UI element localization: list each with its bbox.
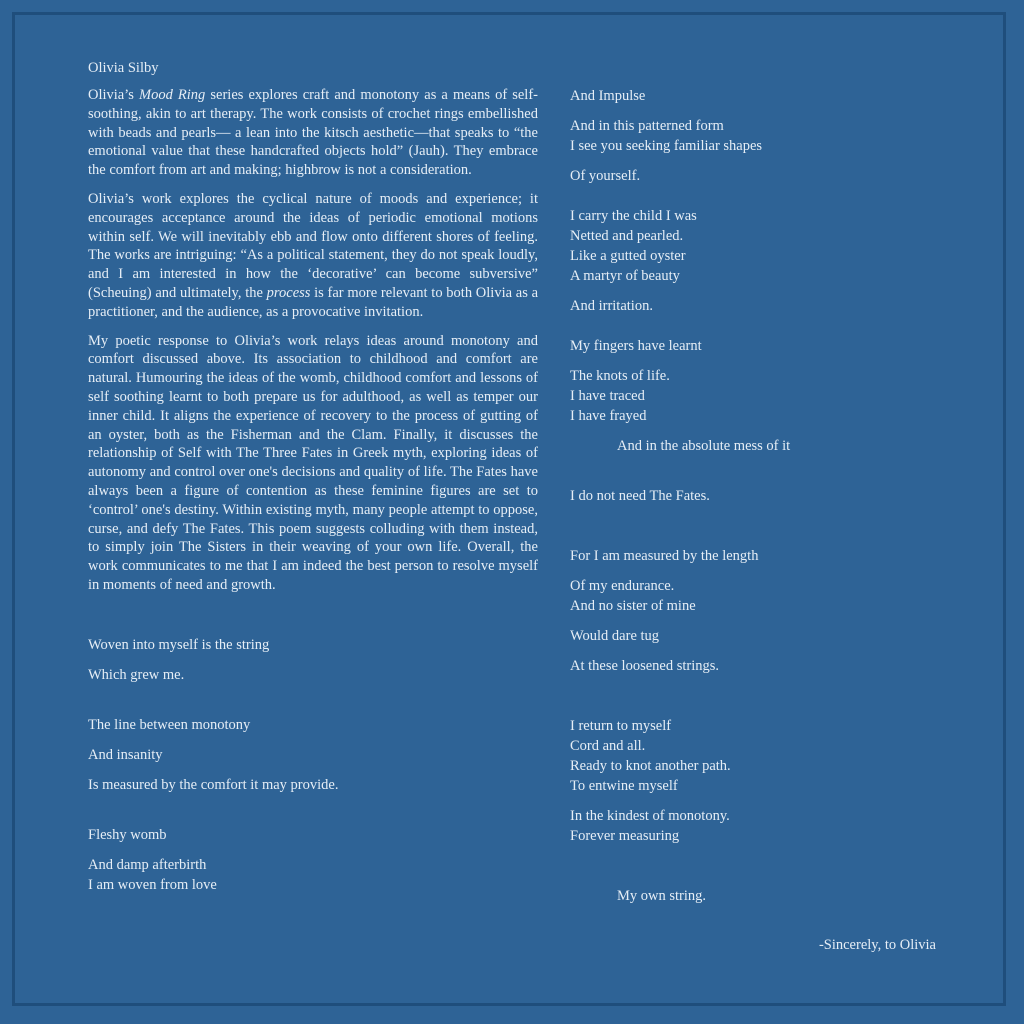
essay-text: Olivia’s work explores the cyclical nature of moods and experience; it encourages acceptance around the ideas of periodic emotional motions within self. We will inevitably ebb and flow onto different shores of feeling. The works are intriguing: “As a political statement, they do not speak loudly, and I am interested in how the ‘decorative’ can become subversive” (Scheuing) and ultimately, the bbox=[88, 190, 538, 301]
poem-line: Of yourself. bbox=[570, 168, 641, 184]
poem-line: For I am measured by the length bbox=[570, 548, 759, 564]
poem-line: At these loosened strings. bbox=[570, 658, 720, 674]
poem-line: And damp afterbirth bbox=[88, 856, 207, 873]
poem-line: Fleshy womb bbox=[88, 826, 167, 843]
poem-line: And insanity bbox=[88, 746, 163, 763]
emphasis-process: process bbox=[266, 284, 311, 301]
poem-line: I have traced bbox=[570, 388, 645, 404]
poem-line: Which grew me. bbox=[88, 666, 185, 683]
poem-line: And Impulse bbox=[570, 88, 646, 104]
poem-line: I am woven from love bbox=[88, 876, 217, 893]
poem-line: I carry the child I was bbox=[570, 208, 697, 224]
essay-text: series explores craft and monotony as a means of self-soothing, akin to art therapy. The work consists of crochet rings embellished with beads and pearls— a lean into the kitsch aesthetic—that speaks to “the emotional value that these handcrafted objects hold” (Jauh). They embrace the comfort from art and making; highbrow is not a consideration. bbox=[88, 87, 538, 179]
poem-line: The knots of life. bbox=[570, 368, 670, 384]
poem-line: Is measured by the comfort it may provide. bbox=[88, 776, 339, 793]
poem-line: I return to myself bbox=[570, 718, 672, 734]
essay-paragraph-2 bbox=[88, 190, 538, 322]
poem-line: To entwine myself bbox=[570, 778, 678, 794]
poem-line: Netted and pearled. bbox=[570, 228, 684, 244]
poem-line: I see you seeking familiar shapes bbox=[570, 138, 763, 154]
essay-text: is far more relevant to both Olivia as a practitioner, and the audience, as a provocative invitation. bbox=[88, 284, 538, 320]
series-title: Mood Ring bbox=[139, 87, 206, 103]
poem-line: The line between monotony bbox=[88, 716, 251, 733]
poem-line: Forever measuring bbox=[570, 828, 680, 844]
left-column bbox=[88, 58, 538, 895]
poem-line: Cord and all. bbox=[570, 738, 646, 754]
poem-line: In the kindest of monotony. bbox=[570, 808, 730, 824]
poem-line: Woven into myself is the string bbox=[88, 636, 270, 653]
poem-line: Of my endurance. bbox=[570, 578, 675, 594]
poem-line: Ready to knot another path. bbox=[570, 758, 731, 774]
poem-line: And no sister of mine bbox=[570, 598, 696, 614]
essay-paragraph-1 bbox=[88, 86, 538, 180]
poem-line: And irritation. bbox=[570, 298, 653, 314]
poem-line: Would dare tug bbox=[570, 628, 660, 644]
author-name: Olivia Silby bbox=[88, 60, 159, 76]
poem-line: A martyr of beauty bbox=[570, 268, 680, 284]
signature: -Sincerely, to Olivia bbox=[818, 936, 936, 953]
poem-line: I have frayed bbox=[570, 408, 647, 424]
poem-line: My own string. bbox=[617, 888, 707, 904]
poem-line: My fingers have learnt bbox=[570, 338, 702, 354]
poem-line: And in the absolute mess of it bbox=[617, 438, 791, 454]
poem-line: And in this patterned form bbox=[570, 118, 724, 134]
essay-paragraph-3: My poetic response to Olivia’s work relays ideas around monotony and comfort discussed above. Its association to childhood and comfort are natural. Humouring the ideas of the womb, childhood comfort and lessons of self soothing learnt to both prepare us for adulthood, as well as temper our inner child. It aligns the experience of recovery to the process of gutting of an oyster, both as the Fisherman and the Clam. Finally, it discusses the relationship of Self with The Three Fates in Greek myth, exploring ideas of autonomy and control over one's decisions and quality of life. The Fates have always been a figure of contention as these feminine figures are set to ‘control’ one's destiny. Within existing myth, many people attempt to oppose, curse, and defy The Fates. This poem suggests colluding with them instead, to simply join The Sisters in their weaving of your own life. Overall, the work communicates to me that I am indeed the best person to resolve myself in moments of need and growth. bbox=[88, 332, 538, 593]
right-column bbox=[570, 86, 950, 906]
poem-line: I do not need The Fates. bbox=[570, 488, 710, 504]
essay-text: Olivia’s bbox=[88, 87, 139, 103]
poem-line: Like a gutted oyster bbox=[570, 248, 686, 264]
